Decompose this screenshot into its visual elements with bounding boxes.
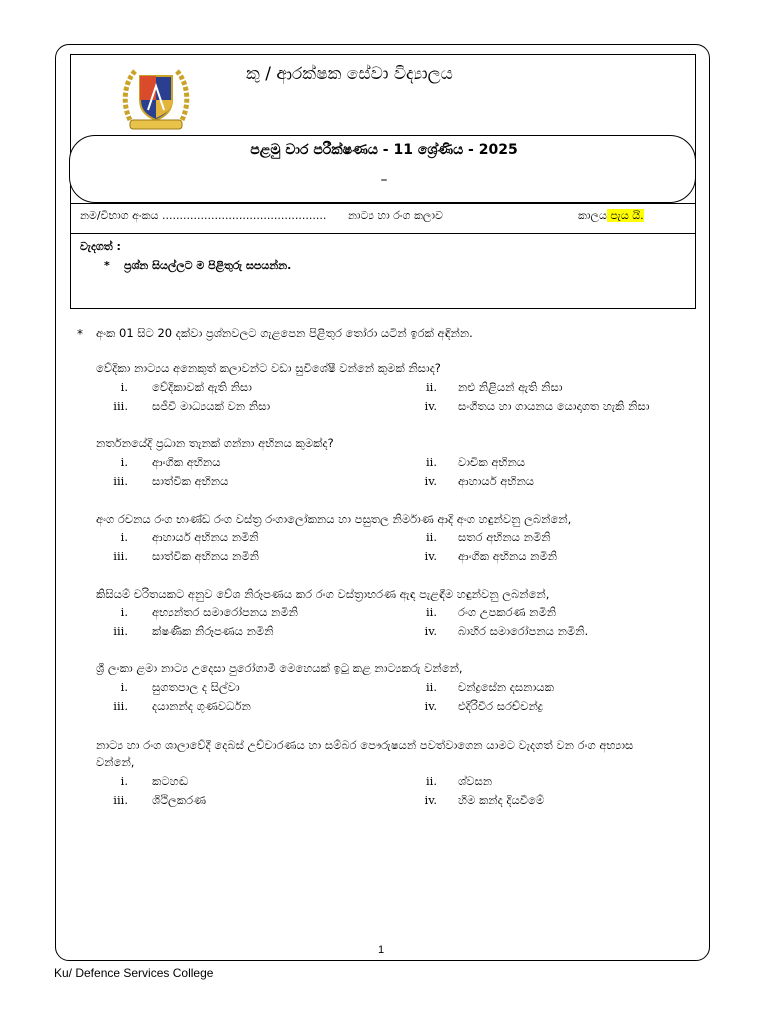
q6-option-text: ශිථිලකරණ [152,793,206,807]
school-name: කු / ආරක්ෂක සේවා විද්‍යාලය [246,64,453,84]
q2-option-num: ii. [425,455,437,469]
q3-option-num: iv. [424,549,437,563]
q2-option-text: වාචික අභිනය [458,455,526,469]
q3-option-text: සාත්වික අභිනය නමිනි [152,549,259,563]
q1-option-num: iv. [424,399,437,413]
q2-option-text: ආහාර්ය අභිනය [458,474,535,488]
exam-subtitle: – [380,172,388,188]
question-6-text-line1: නාට්‍ය හා රංග ශාලාවේදී දෙබස් උච්චාරණය හා සම්බර පෞරුෂයන් පවත්වාගෙන යාමට වැදගත් වන රංග අභ්‍යාස [96,738,634,752]
instruction-text: අංක 01 සිට 20 දක්වා ප්‍රශ්නවලට ගැළපෙන පිළිතුර තෝරා යටින් ඉරක් අඳින්න. [96,326,473,340]
q5-option-text: එදිරිවීර සරච්චන්ද්‍ර [458,699,543,713]
question-6-text-line2: වන්නේ, [96,755,135,769]
q5-option-text: චන්ද්‍රසේන දසනායක [458,680,554,694]
q3-option-num: iii. [113,549,128,563]
page-number: 1 [378,944,385,956]
q2-option-num: iii. [113,474,128,488]
q4-option-text: ක්ෂණික නිරූපණය නමිනි [152,624,274,638]
q4-option-text: අභ්‍යන්තර සමාරෝපනය නමිනි [152,605,298,619]
q3-option-text: සතර අභිනය නමිනි [458,530,551,544]
subject-name: නාට්‍ය හා රංග කලාව [348,209,443,222]
q1-option-num: iii. [113,399,128,413]
q1-option-text: නළු නිළියන් ඇති නිසා [458,380,563,394]
q6-option-text: හිම කන්ද දියවීමේ [458,793,545,807]
notice-heading: වැදගත් : [80,240,121,253]
q2-option-text: සාත්වික අභිනය [152,474,229,488]
q3-option-num: i. [120,530,128,544]
q6-option-num: ii. [425,774,437,788]
exam-title: පළමු වාර පරීක්ෂණය - 11 ශ්‍රේණිය - 2025 [250,142,518,158]
q3-option-num: ii. [425,530,437,544]
q4-option-num: iv. [424,624,437,638]
time-field [578,209,644,223]
q6-option-num: i. [120,774,128,788]
q1-option-text: සංගීතය හා ගායනය යොදාගත හැකි නිසා [458,399,650,413]
q6-option-num: iv. [424,793,437,807]
q4-option-num: i. [120,605,128,619]
name-index-field: නම/විභාග අංකය ............................................... [80,209,327,222]
q1-option-num: i. [120,380,128,394]
q5-option-num: i. [120,680,128,694]
notice-item: ප්‍රශ්න සියල්ලට ම පිළිතුරු සපයන්න. [124,259,292,272]
time-value: පැය යි. [606,209,644,222]
q5-option-text: දයානන්ද ගුණවර්ධන [152,699,251,713]
header-divider-1 [70,203,696,204]
q4-option-num: iii. [113,624,128,638]
q6-option-text: ශ්වසන [458,774,493,788]
question-1-text: වේදිකා නාට්‍යය අනෙකුත් කලාවන්ට වඩා සුවිශේෂී වන්නේ කුමක් නිසාද? [96,361,441,375]
header-divider-2 [70,233,696,234]
q5-option-text: සුගතපාල ද සිල්වා [152,680,240,694]
q3-option-text: ආංගික අභිනය නමිනි [458,549,558,563]
question-4-text: කිසියම් චරිතයකට අනුව වේශ නිරූපණය කර රංග වස්ත්‍රාභරණ ඇඳ පැළඳීම හඳුන්වනු ලබන්නේ, [96,587,550,601]
q2-option-num: i. [120,455,128,469]
q4-option-text: බාහිර සමාරෝපනය නමිනි. [458,624,589,638]
time-label: කාලය [578,209,607,222]
q1-option-text: වේදිකාවක් ඇති නිසා [152,380,252,394]
question-5-text: ශ්‍රී ලංකා ළමා නාට්‍ය උදෙසා පුරෝගාමී මෙහෙයක් ඉටු කළ නාට්‍යකරු වන්නේ, [96,661,463,675]
notice-bullet: * [104,259,110,272]
q5-option-num: iv. [424,699,437,713]
q3-option-text: ආහාර්ය අභිනය නමිනි [152,530,259,544]
q2-option-num: iv. [424,474,437,488]
q6-option-text: කටහඬ [152,774,189,788]
q1-option-text: සජීවී මාධ්‍යයක් වන නිසා [152,399,271,413]
question-2-text: නර්තනයේදි ප්‍රධාන තැනක් ගන්නා අභිනය කුමක්ද? [96,436,334,450]
school-crest-logo [120,60,192,132]
footer-college-name: Ku/ Defence Services College [54,966,214,980]
q6-option-num: iii. [113,793,128,807]
q5-option-num: ii. [425,680,437,694]
question-3-text: අංග රචනය රංග භාණ්ඩ රංග වස්ත්‍ර රංගාලෝකනය හා පසුතල නිර්මාණ ආදි අංග හඳුන්වනු ලබන්නේ, [96,512,572,526]
instruction-bullet: * [77,327,83,341]
q4-option-text: රංග උපකරණ නමිනි [458,605,557,619]
q5-option-num: iii. [113,699,128,713]
q1-option-num: ii. [425,380,437,394]
q4-option-num: ii. [425,605,437,619]
q2-option-text: ආංගික අභිනය [152,455,221,469]
